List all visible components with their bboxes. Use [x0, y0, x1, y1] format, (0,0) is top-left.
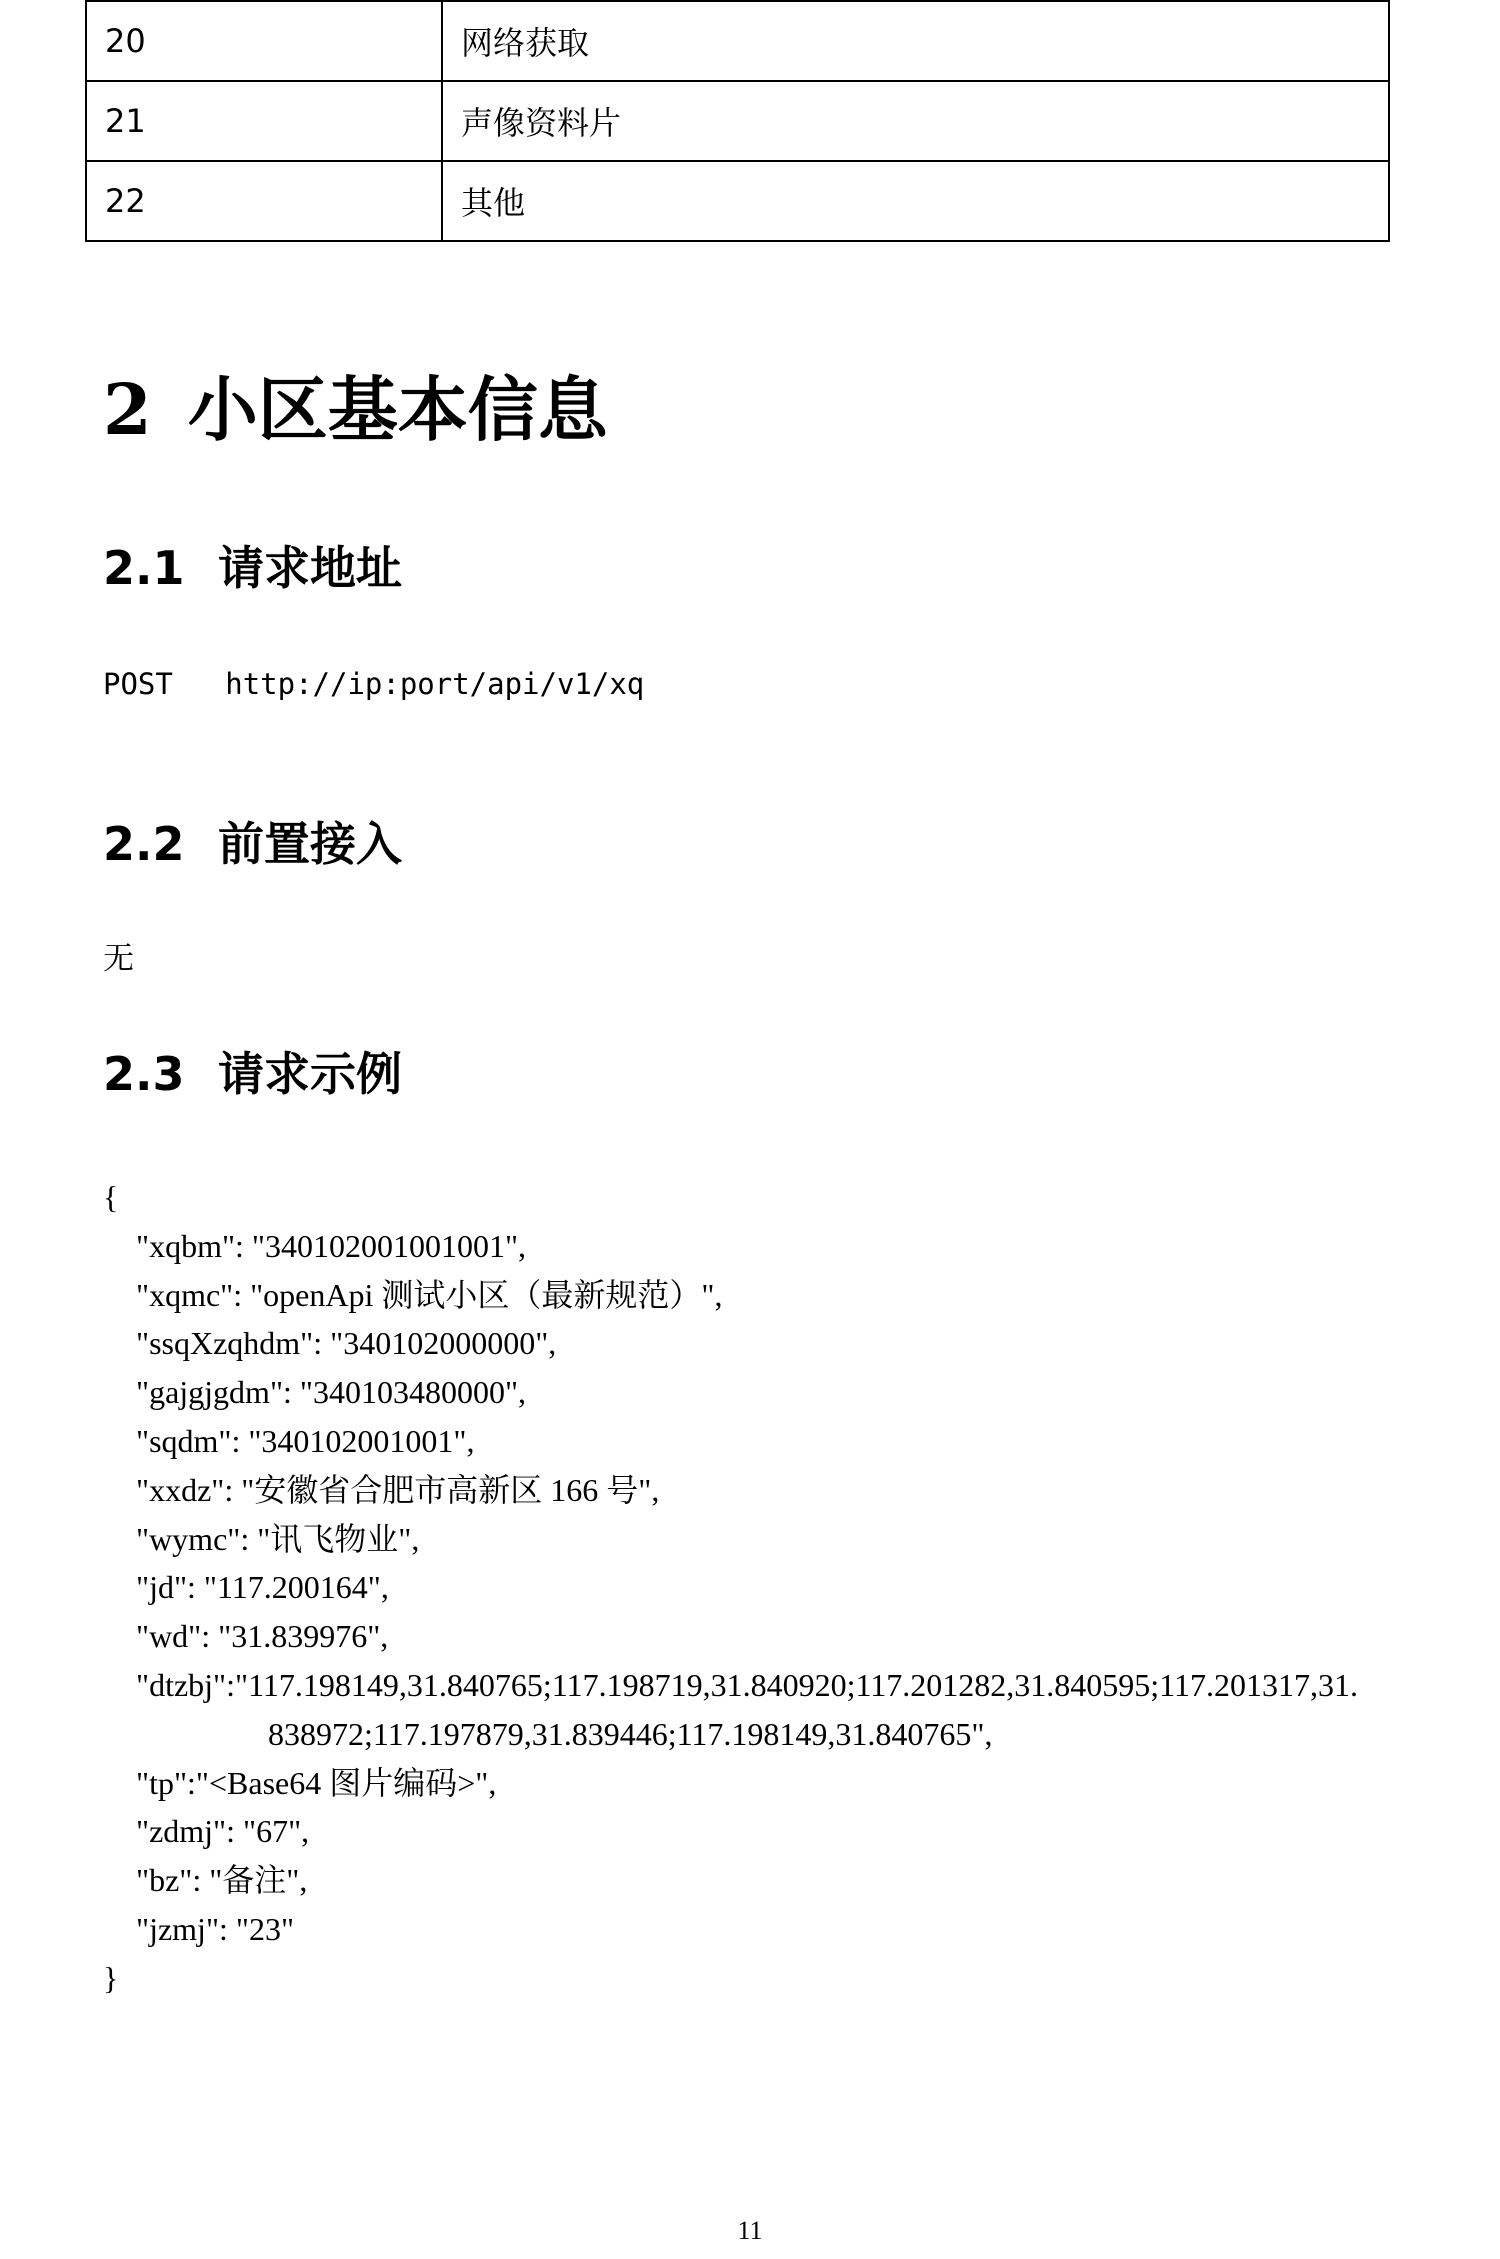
- request-method: POST: [103, 667, 173, 701]
- request-example-code: [103, 1173, 1403, 2003]
- code-brace-open: {: [103, 1179, 119, 1215]
- table-cell-name: 网络获取: [442, 1, 1389, 81]
- code-brace-close: }: [103, 1959, 119, 1996]
- section-title: 小区基本信息: [187, 368, 608, 451]
- table-cell-name: 其他: [442, 161, 1389, 241]
- request-url: http://ip:port/api/v1/xq: [225, 667, 645, 701]
- subsection-heading-prerequisite: [103, 816, 402, 872]
- subsection-number: 2.2: [103, 817, 185, 871]
- code-line: "xqmc": "openApi 测试小区（最新规范）",: [136, 1276, 723, 1313]
- code-line-continued: 838972;117.197879,31.839446;117.198149,31.840765",: [268, 1715, 993, 1752]
- code-line: "zdmj": "67",: [136, 1813, 310, 1850]
- code-line: "gajgjgdm": "340103480000",: [136, 1374, 527, 1411]
- code-line: "jzmj": "23": [136, 1910, 295, 1947]
- request-line: [103, 666, 644, 702]
- prerequisite-text: 无: [103, 941, 134, 977]
- table-cell-code: 21: [86, 81, 442, 161]
- subsection-heading-request-example: [103, 1046, 402, 1102]
- code-line: "bz": "备注",: [136, 1862, 308, 1899]
- page-number: 11: [737, 2216, 763, 2245]
- subsection-heading-request-address: [103, 540, 402, 596]
- code-line: "wd": "31.839976",: [136, 1618, 389, 1655]
- subsection-title: 前置接入: [218, 817, 402, 871]
- code-table: [85, 0, 1390, 242]
- table-row: [86, 81, 1389, 161]
- code-line: "tp":"<Base64 图片编码>",: [136, 1764, 497, 1801]
- table-row: [86, 161, 1389, 241]
- table-cell-name: 声像资料片: [442, 81, 1389, 161]
- subsection-number: 2.3: [103, 1047, 185, 1101]
- subsection-title: 请求示例: [218, 1047, 402, 1101]
- section-number: 2: [103, 368, 152, 451]
- table-cell-code: 22: [86, 161, 442, 241]
- table-row: [86, 1, 1389, 81]
- code-line: "sqdm": "340102001001",: [136, 1422, 475, 1459]
- table-cell-code: 20: [86, 1, 442, 81]
- subsection-title: 请求地址: [218, 541, 402, 595]
- code-line: "dtzbj":"117.198149,31.840765;117.198719,31.840920;117.201282,31.840595;117.201317,31.: [136, 1666, 1358, 1703]
- subsection-number: 2.1: [103, 541, 185, 595]
- code-line: "ssqXzqhdm": "340102000000",: [136, 1325, 557, 1362]
- code-line: "wymc": "讯飞物业",: [136, 1520, 420, 1557]
- code-line: "xqbm": "340102001001001",: [136, 1227, 527, 1264]
- code-line: "xxdz": "安徽省合肥市高新区 166 号",: [136, 1471, 660, 1508]
- section-heading: [103, 370, 608, 450]
- code-line: "jd": "117.200164",: [136, 1569, 389, 1606]
